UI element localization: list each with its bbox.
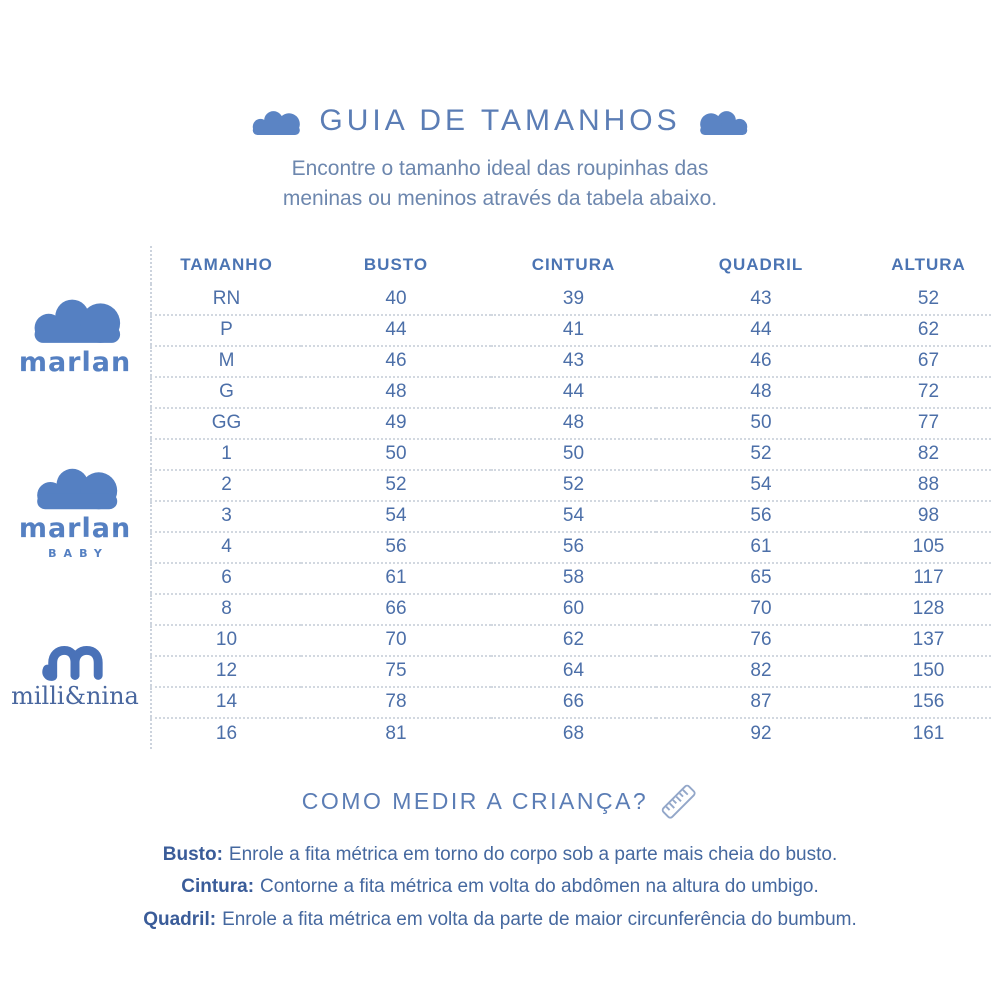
size-cell: 67: [866, 346, 991, 377]
size-cell: G: [151, 377, 301, 408]
table-row: [151, 656, 991, 687]
table-row: [151, 501, 991, 532]
size-cell: 68: [491, 718, 656, 749]
brand-logo-column: [0, 246, 150, 749]
brand-logo-marlan: [0, 290, 150, 378]
cloud-icon: [0, 460, 150, 511]
how-to-heading-row: [0, 783, 1000, 821]
column-header: BUSTO: [363, 254, 429, 274]
size-cell: 60: [491, 594, 656, 625]
table-row: [151, 594, 991, 625]
size-cell: 105: [866, 532, 991, 563]
column-header: CINTURA: [531, 254, 616, 274]
column-header: TAMANHO: [180, 254, 273, 274]
size-cell: 46: [301, 346, 491, 377]
size-cell: 16: [151, 718, 301, 749]
size-cell: 61: [656, 532, 866, 563]
size-cell: 48: [301, 377, 491, 408]
size-cell: 50: [656, 408, 866, 439]
size-cell: 56: [656, 501, 866, 532]
table-row: [151, 687, 991, 718]
size-cell: 81: [301, 718, 491, 749]
subtitle: [0, 154, 1000, 214]
size-cell: P: [151, 315, 301, 346]
title-row: [0, 0, 1000, 138]
brand-wordmark: marlan: [18, 346, 132, 378]
cloud-icon: [699, 106, 751, 136]
size-cell: 52: [491, 470, 656, 501]
table-row: [151, 377, 991, 408]
size-cell: 46: [656, 346, 866, 377]
table-row: [151, 625, 991, 656]
measuring-instructions: [0, 839, 1000, 937]
size-table: [150, 246, 991, 749]
size-cell: 44: [301, 315, 491, 346]
size-cell: 137: [866, 625, 991, 656]
table-row: [151, 315, 991, 346]
table-row: [151, 718, 991, 749]
size-cell: 117: [866, 563, 991, 594]
how-to-heading: COMO MEDIR A CRIANÇA?: [301, 788, 649, 815]
instruction-line: [0, 839, 1000, 872]
size-cell: 75: [301, 656, 491, 687]
size-cell: 82: [866, 439, 991, 470]
size-cell: 56: [491, 532, 656, 563]
table-row: [151, 408, 991, 439]
measurement-label: Busto:: [162, 843, 223, 865]
size-cell: 150: [866, 656, 991, 687]
cloud-icon: [0, 290, 150, 345]
brand-wordmark: marlan: [18, 512, 132, 544]
size-cell: 56: [301, 532, 491, 563]
column-header: QUADRIL: [718, 254, 804, 274]
size-cell: 44: [491, 377, 656, 408]
size-cell: 50: [491, 439, 656, 470]
size-cell: 66: [301, 594, 491, 625]
size-cell: 52: [917, 287, 940, 309]
table-row: [151, 346, 991, 377]
size-cell: 2: [151, 470, 301, 501]
size-cell: 4: [151, 532, 301, 563]
size-cell: 65: [656, 563, 866, 594]
size-cell: M: [151, 346, 301, 377]
size-cell: 6: [151, 563, 301, 594]
instruction-line: [0, 904, 1000, 937]
table-row: [151, 439, 991, 470]
column-header: ALTURA: [891, 254, 966, 274]
size-cell: 3: [151, 501, 301, 532]
size-cell: 61: [301, 563, 491, 594]
size-cell: 128: [866, 594, 991, 625]
size-cell: 54: [491, 501, 656, 532]
size-cell: 43: [750, 287, 772, 309]
size-cell: 77: [866, 408, 991, 439]
size-cell: GG: [151, 408, 301, 439]
table-row: [151, 284, 991, 315]
size-cell: 88: [866, 470, 991, 501]
size-cell: 43: [491, 346, 656, 377]
size-cell: 54: [301, 501, 491, 532]
size-cell: RN: [212, 287, 241, 309]
size-cell: 49: [301, 408, 491, 439]
size-cell: 48: [491, 408, 656, 439]
table-row: [151, 532, 991, 563]
size-cell: 40: [385, 287, 407, 309]
measurement-text: Enrole a fita métrica em torno do corpo sob a parte mais cheia do busto.: [228, 843, 838, 865]
measurement-label: Quadril:: [143, 908, 217, 930]
size-cell: 76: [656, 625, 866, 656]
cloud-icon: [249, 106, 301, 136]
size-cell: 48: [656, 377, 866, 408]
size-cell: 14: [151, 687, 301, 718]
size-cell: 62: [491, 625, 656, 656]
subtitle-line-1: Encontre o tamanho ideal das roupinhas das: [291, 157, 709, 180]
size-cell: 78: [301, 687, 491, 718]
size-cell: 156: [866, 687, 991, 718]
size-cell: 87: [656, 687, 866, 718]
page-title: GUIA DE TAMANHOS: [319, 104, 681, 137]
size-cell: 52: [301, 470, 491, 501]
size-cell: 58: [491, 563, 656, 594]
brand-wordmark: milli&nina: [11, 681, 139, 710]
size-cell: 92: [656, 718, 866, 749]
size-cell: 10: [151, 625, 301, 656]
table-row: [151, 470, 991, 501]
size-table-body: [151, 284, 991, 749]
size-cell: 66: [491, 687, 656, 718]
size-cell: 70: [656, 594, 866, 625]
size-cell: 54: [656, 470, 866, 501]
m-mark-icon: [0, 642, 150, 682]
size-cell: 41: [491, 315, 656, 346]
content-row: [0, 246, 1000, 749]
size-cell: 50: [301, 439, 491, 470]
measurement-label: Cintura:: [181, 876, 255, 898]
subtitle-line-2: meninas ou meninos através da tabela abaixo.: [282, 186, 718, 210]
size-cell: 44: [656, 315, 866, 346]
measurement-text: Contorne a fita métrica em volta do abdômen na altura do umbigo.: [260, 876, 819, 898]
measurement-text: Enrole a fita métrica em volta da parte de maior circunferência do bumbum.: [222, 908, 857, 930]
size-table-header-row: [151, 246, 991, 284]
size-cell: 82: [656, 656, 866, 687]
size-cell: 1: [151, 439, 301, 470]
baby-label: BABY: [48, 546, 109, 560]
size-cell: 39: [562, 287, 585, 309]
size-cell: 8: [151, 594, 301, 625]
size-cell: 12: [151, 656, 301, 687]
size-cell: 52: [656, 439, 866, 470]
brand-logo-marlan-baby: [0, 460, 150, 560]
size-cell: 72: [866, 377, 991, 408]
size-cell: 161: [866, 718, 991, 749]
table-row: [151, 563, 991, 594]
instruction-line: [0, 871, 1000, 904]
brand-logo-milli-nina: [0, 642, 150, 710]
ruler-icon: [660, 783, 698, 821]
size-cell: 98: [866, 501, 991, 532]
size-cell: 70: [301, 625, 491, 656]
size-cell: 64: [491, 656, 656, 687]
size-cell: 62: [866, 315, 991, 346]
